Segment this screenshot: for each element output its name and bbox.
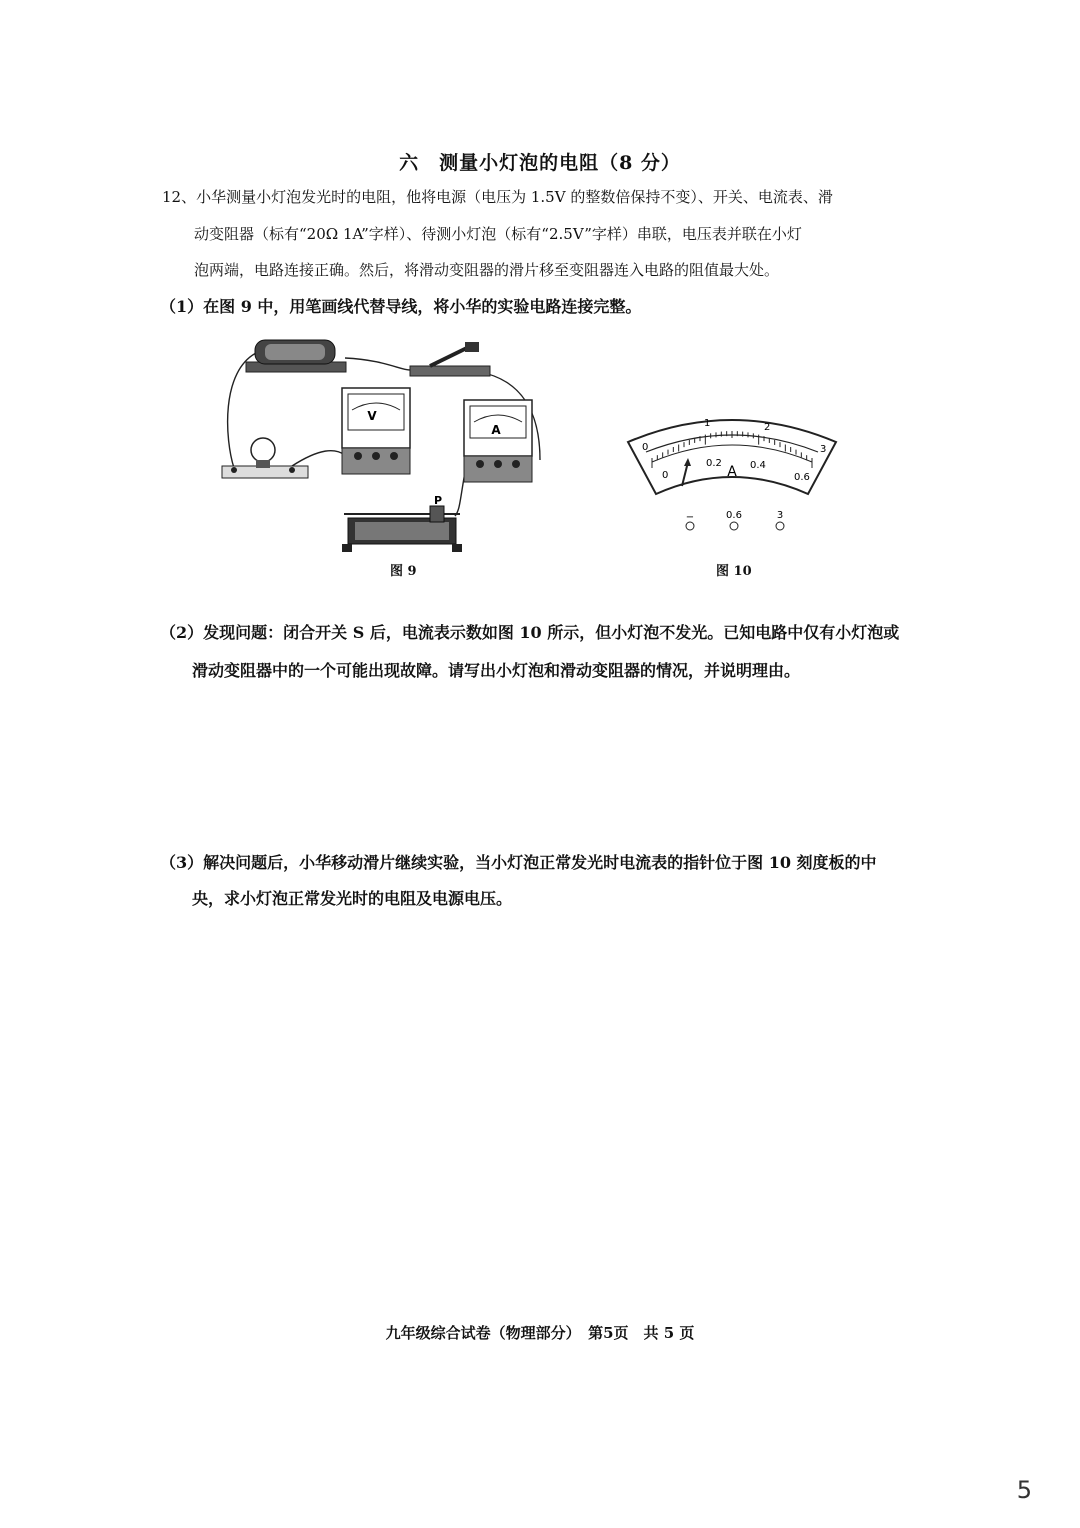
wire <box>292 451 345 466</box>
terminal-icon <box>776 522 784 530</box>
voltmeter-label: V <box>367 409 377 423</box>
question-line-1: 12、小华测量小灯泡发光时的电阻，他将电源（电压为 1.5V 的整数倍保持不变）、开关、电流表、滑 <box>162 188 833 206</box>
light-bulb-icon <box>222 438 308 478</box>
question-line-2: 动变阻器（标有“20Ω 1A”字样）、待测小灯泡（标有“2.5V”字样）串联，电压表并联在小灯 <box>194 225 802 243</box>
inner-scale-3: 0.6 <box>794 472 810 483</box>
terminal-icon <box>686 522 694 530</box>
inner-scale-2: 0.4 <box>750 460 766 471</box>
section-title: 六 测量小灯泡的电阻（8 分） <box>399 152 681 174</box>
ammeter-label: A <box>491 423 501 437</box>
slider-label: P <box>433 494 443 507</box>
part3-line-1: （3）解决问题后，小华移动滑片继续实验，当小灯泡正常发光时电流表的指针位于图 10 刻度板的中 <box>160 853 877 872</box>
footer: 九年级综合试卷（物理部分） 第5页 共 5 页 <box>385 1324 695 1342</box>
ammeter-icon <box>464 400 532 482</box>
unit-label: A <box>727 464 737 480</box>
terminal-icon <box>730 522 738 530</box>
outer-scale-2: 2 <box>764 422 771 433</box>
part2-line-2: 滑动变阻器中的一个可能出现故障。请写出小灯泡和滑动变阻器的情况，并说明理由。 <box>192 661 801 680</box>
figure10-caption: 图 10 <box>716 564 752 579</box>
part2-line-1: （2）发现问题：闭合开关 S 后，电流表示数如图 10 所示，但小灯泡不发光。已知电路中仅有小灯泡或 <box>160 623 900 642</box>
part3-line-2: 央，求小灯泡正常发光时的电阻及电源电压。 <box>192 889 513 908</box>
terminal-3: 3 <box>776 510 784 521</box>
voltmeter-icon <box>342 388 410 474</box>
battery-icon <box>246 340 346 372</box>
terminal-0-6: 0.6 <box>726 510 742 521</box>
outer-scale-3: 3 <box>820 444 827 455</box>
outer-scale-0: 0 <box>642 442 649 453</box>
part1-text: （1）在图 9 中，用笔画线代替导线，将小华的实验电路连接完整。 <box>160 297 642 316</box>
figure10-ammeter-dial <box>624 412 840 536</box>
terminal-neg: − <box>685 512 695 523</box>
outer-scale-1: 1 <box>704 418 711 429</box>
switch-icon <box>410 342 490 376</box>
figure9-caption: 图 9 <box>390 564 417 579</box>
inner-scale-0: 0 <box>662 470 669 481</box>
inner-scale-1: 0.2 <box>706 458 722 469</box>
question-line-3: 泡两端，电路连接正确。然后，将滑动变阻器的滑片移至变阻器连入电路的阻值最大处。 <box>194 261 780 279</box>
figure9-circuit <box>210 330 570 560</box>
rheostat-icon <box>342 506 462 552</box>
page-number: 5 <box>1016 1476 1032 1504</box>
